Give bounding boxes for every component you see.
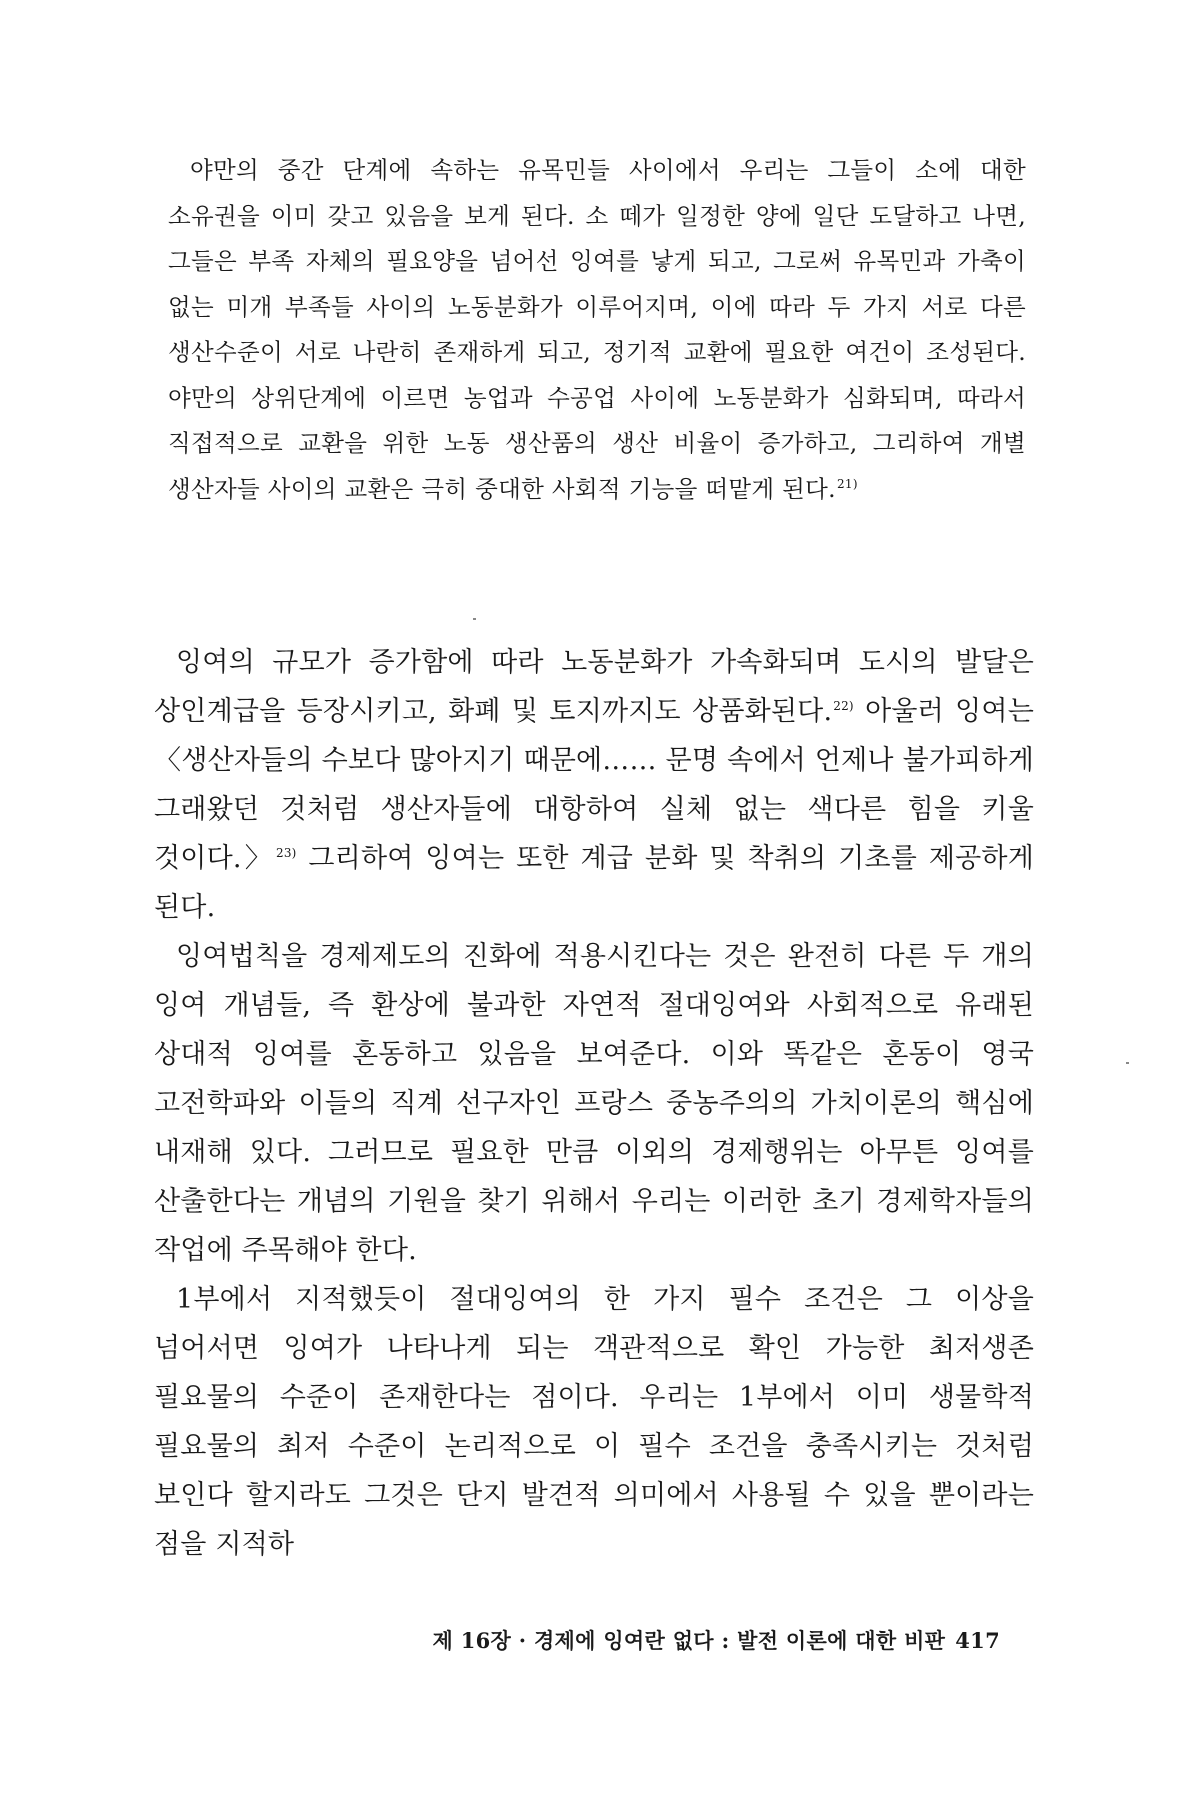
footnote-marker-22: 22) bbox=[833, 699, 854, 713]
paragraph-1-part1: 잉여의 규모가 증가함에 따라 노동분화가 가속화되며 도시의 발달은 상인계급을 등장시키고, 화폐 및 토지까지도 상품화된다. bbox=[154, 647, 1034, 727]
page-number: 417 bbox=[955, 1628, 1000, 1653]
scan-speck bbox=[473, 618, 476, 620]
page-footer bbox=[433, 1625, 1000, 1655]
running-head: 제 16장 · 경제에 잉여란 없다 : 발전 이론에 대한 비판 bbox=[432, 1628, 946, 1653]
paragraph-3: 1부에서 지적했듯이 절대잉여의 한 가지 필수 조건은 그 이상을 넘어서면 잉여가 나타나게 되는 객관적으로 확인 가능한 최저생존 필요물의 수준이 존재한다는 점이다. 우리는 1부에서 이미 생물학적 필요물의 최저 수준이 논리적으로 이 필수 조건을 충족시키는 것처럼 보인다 할지라도 그것은 단지 발견적 의미에서 사용될 수 있을 뿐이라는 점을 지적하 bbox=[154, 1284, 1034, 1560]
quote-text: 야만의 중간 단계에 속하는 유목민들 사이에서 우리는 그들이 소에 대한 소유권을 이미 갖고 있음을 보게 된다. 소 떼가 일정한 양에 일단 도달하고 나면, 그들은 부족 자체의 필요양을 넘어선 잉여를 낳게 되고, 그로써 유목민과 가축이 없는 미개 부족들 사이의 노동분화가 이루어지며, 이에 따라 두 가지 서로 다른 생산수준이 서로 나란히 존재하게 되고, 정기적 교환에 필요한 여건이 조성된다. 야만의 상위단계에 이르면 농업과 수공업 사이에 노동분화가 심화되며, 따라서 직접적으로 교환을 위한 노동 생산품의 생산 비율이 증가하고, 그리하여 개별 생산자들 사이의 교환은 극히 중대한 사회적 기능을 떠맡게 된다. bbox=[168, 156, 1026, 503]
block-quote bbox=[168, 148, 1026, 512]
scan-speck bbox=[1126, 1062, 1129, 1064]
paragraph-1-part3: 그리하여 잉여는 또한 계급 분화 및 착취의 기초를 제공하게 된다. bbox=[154, 843, 1034, 923]
paragraph-2: 잉여법칙을 경제제도의 진화에 적용시킨다는 것은 완전히 다른 두 개의 잉여 개념들, 즉 환상에 불과한 자연적 절대잉여와 사회적으로 유래된 상대적 잉여를 혼동하고 있음을 보여준다. 이와 똑같은 혼동이 영국 고전학파와 이들의 직계 선구자인 프랑스 중농주의의 가치이론의 핵심에 내재해 있다. 그러므로 필요한 만큼 이외의 경제행위는 아무튼 잉여를 산출한다는 개념의 기원을 찾기 위해서 우리는 이러한 초기 경제학자들의 작업에 주목해야 한다. bbox=[154, 941, 1034, 1266]
footnote-marker-21: 21) bbox=[836, 476, 858, 491]
paragraph-1-part2: 아울러 잉여는 〈생산자들의 수보다 많아지기 때문에…… 문명 속에서 언제나 불가피하게 그래왔던 것처럼 생산자들에 대항하여 실체 없는 색다른 힘을 키울 것이다.〉 bbox=[154, 696, 1035, 874]
footnote-marker-23: 23) bbox=[275, 846, 297, 860]
body-text bbox=[154, 638, 1034, 1569]
paragraph-1 bbox=[154, 638, 1034, 932]
